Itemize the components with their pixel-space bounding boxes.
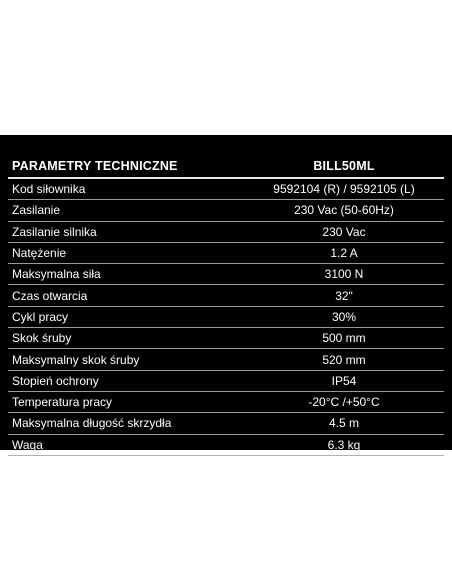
row-param: Czas otwarcia bbox=[8, 285, 244, 306]
row-value: 520 mm bbox=[244, 349, 444, 370]
table-row bbox=[8, 200, 444, 221]
header-param: PARAMETRY TECHNICZNE bbox=[8, 155, 244, 178]
table-row bbox=[8, 370, 444, 391]
row-param: Cykl pracy bbox=[8, 306, 244, 327]
row-value: 32" bbox=[244, 285, 444, 306]
table-row bbox=[8, 413, 444, 434]
table-row bbox=[8, 285, 444, 306]
row-value: 1.2 A bbox=[244, 242, 444, 263]
row-value: 500 mm bbox=[244, 328, 444, 349]
header-model: BILL50ML bbox=[244, 155, 444, 178]
table-row bbox=[8, 264, 444, 285]
row-param: Zasilanie bbox=[8, 200, 244, 221]
table-row bbox=[8, 434, 444, 455]
row-value: 3100 N bbox=[244, 264, 444, 285]
row-value: 230 Vac bbox=[244, 221, 444, 242]
row-value: 9592104 (R) / 9592105 (L) bbox=[244, 178, 444, 200]
row-param: Kod siłownika bbox=[8, 178, 244, 200]
row-param: Waga bbox=[8, 434, 244, 455]
table-row bbox=[8, 391, 444, 412]
row-param: Maksymalna siła bbox=[8, 264, 244, 285]
row-param: Natężenie bbox=[8, 242, 244, 263]
table-row bbox=[8, 349, 444, 370]
table-row bbox=[8, 242, 444, 263]
row-param: Maksymalna długość skrzydła bbox=[8, 413, 244, 434]
table-row bbox=[8, 178, 444, 200]
row-param: Skok śruby bbox=[8, 328, 244, 349]
table-row bbox=[8, 328, 444, 349]
row-value: IP54 bbox=[244, 370, 444, 391]
row-param: Temperatura pracy bbox=[8, 391, 244, 412]
row-param: Stopień ochrony bbox=[8, 370, 244, 391]
row-param: Maksymalny skok śruby bbox=[8, 349, 244, 370]
spec-table bbox=[8, 155, 444, 456]
row-value: 30% bbox=[244, 306, 444, 327]
row-value: 6.3 kg bbox=[244, 434, 444, 455]
table-row bbox=[8, 221, 444, 242]
table-row bbox=[8, 306, 444, 327]
row-param: Zasilanie silnika bbox=[8, 221, 244, 242]
row-value: 230 Vac (50-60Hz) bbox=[244, 200, 444, 221]
row-value: -20°C /+50°C bbox=[244, 391, 444, 412]
row-value: 4.5 m bbox=[244, 413, 444, 434]
table-header-row bbox=[8, 155, 444, 178]
